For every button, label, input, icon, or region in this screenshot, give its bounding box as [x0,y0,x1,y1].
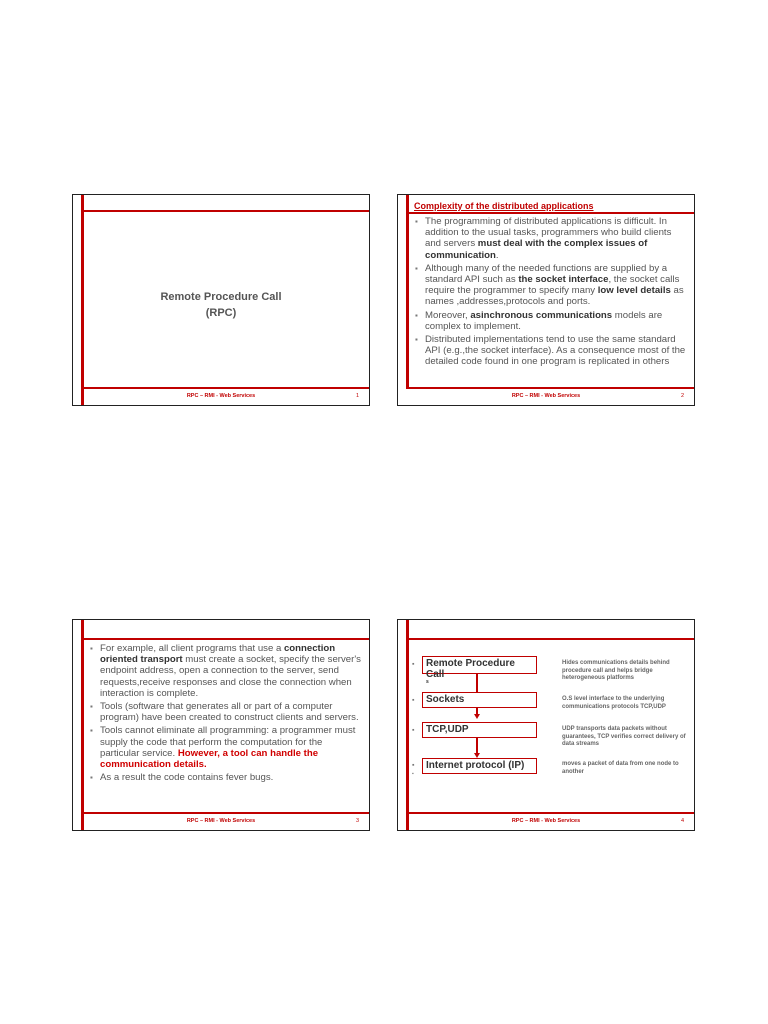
arrow-down-icon [474,714,480,719]
slide-3 [72,619,370,831]
slide-page-number: 4 [680,818,684,824]
bullet-item: ▪ For example, all client programs that use a connection oriented transport must create a socket, specify the server's endpoint address, open a connection to the server, send requests,receive responses and close the connection when interaction is complete. [89,643,363,699]
bullet-icon: ▪ [412,771,414,777]
slide-page-number: 2 [680,393,684,399]
slide-bottom-rule [406,812,694,814]
slide-top-rule [406,212,694,214]
slide-title-line1: Remote Procedure Call [160,291,282,303]
slide-footer: RPC – RMI - Web Services [511,818,581,824]
bullet-item: ▪ Tools cannot eliminate all programming: a programmer must supply the code that perform the computation for the particular service. However, a tool can handle the communication details. [89,725,363,770]
layer-description: Hides communications details behind procedure call and helps bridge heterogeneous platforms [562,660,670,681]
slide-bullet-list [414,216,686,370]
bullet-item: ▪ The programming of distributed applications is difficult. In addition to the usual tasks, programmers who build clients and servers must deal with the complex issues of communication. [414,216,686,261]
slide-top-rule [81,210,369,212]
layer-box-sockets: Sockets [422,692,537,708]
bullet-icon: ▪ [412,727,415,734]
layer-description: moves a packet of data from one node to another [562,761,679,775]
slide-accent-bar [406,195,409,405]
slide-page-number: 1 [355,393,359,399]
slide-footer: RPC – RMI - Web Services [186,393,256,399]
layer-box-rpc: Remote Procedure Call s [422,656,537,674]
layer-description: UDP transports data packets without guarantees, TCP verifies correct delivery of data streams [562,726,686,747]
slide-footer: RPC – RMI - Web Services [511,393,581,399]
slide-bottom-rule [406,387,694,389]
bullet-item: ▪ Although many of the needed functions are supplied by a standard API such as the socket interface, the socket calls require the programmer to specify many low level details as names ,addresses,protocols and ports. [414,263,686,308]
slide-accent-bar [81,620,84,830]
slide-footer: RPC – RMI - Web Services [186,818,256,824]
slide-title-line2: (RPC) [205,307,237,319]
slide-top-rule [81,638,369,640]
slide-accent-bar [406,620,409,830]
slide-4 [397,619,695,831]
slide-page-number: 3 [355,818,359,824]
bullet-item: ▪ Moreover, asinchronous communications models are complex to implement. [414,310,686,332]
bullet-item: ▪ As a result the code contains fever bugs. [89,772,363,783]
bullet-item: ▪ Tools (software that generates all or part of a computer program) have been created to construct clients and servers. [89,701,363,723]
layer-description: O.S level interface to the underlying communications protocols TCP,UDP [562,696,666,710]
bullet-icon: ▪ [412,661,415,668]
slide-top-rule [406,638,694,640]
slide-title: Complexity of the distributed applications [414,201,594,211]
slide-bottom-rule [81,387,369,389]
slide-2 [397,194,695,406]
slide-1 [72,194,370,406]
layer-box-tcp-udp: TCP,UDP [422,722,537,738]
bullet-icon: ▪ [412,697,415,704]
bullet-icon: ▪ [412,762,415,769]
slide-bottom-rule [81,812,369,814]
slide-bullet-list [89,643,363,785]
layer-sub-text: s [426,679,429,685]
bullet-item: ▪ Distributed implementations tend to use the same standard API (e.g.,the socket interface). As a consequence most of the detailed code found in one program is replicated in others [414,334,686,368]
layer-box-ip: Internet protocol (IP) [422,758,537,774]
